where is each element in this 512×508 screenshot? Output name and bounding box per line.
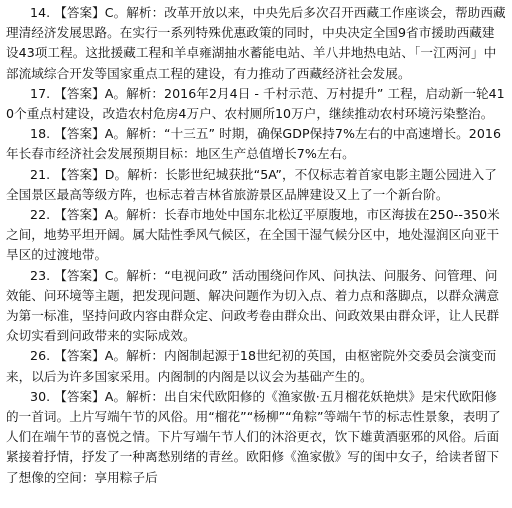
- answer-q21: 21. 【答案】D。解析：长影世纪城获批“5A”，不仅标志着首家电影主题公园进入了全国景区最高等级方阵，也标志着吉林省旅游景区品牌建设又上了一个新台阶。: [6, 166, 497, 202]
- answer-q22: 22. 【答案】A。解析：长春市地处中国东北松辽平原腹地，市区海拔在250--350米之间，地势平坦开阔。属大陆性季风气候区，在全国干湿气候分区中，地处湿润区向亚干旱区的过渡地带。: [6, 207, 500, 263]
- answer-q26: 26. 【答案】A。解析：内阁制起源于18世纪初的英国，由枢密院外交委员会演变而来，以后为许多国家采用。内阁制的内阁是以议会为基础产生的。: [6, 348, 497, 384]
- answer-q14: 14. 【答案】C。解析：改革开放以来，中央先后多次召开西藏工作座谈会，帮助西藏理清经济发展思路。在实行一系列特殊优惠政策的同时，中央决定全国9省市援助西藏建设43项工程。这批援藏工程和羊卓雍湖抽水蓄能电站、羊八井地热电站、「一江两河」中部流域综合开发等国家重点工程的建设，有力推动了西藏经济社会发展。: [6, 5, 506, 81]
- answer-q30: 30. 【答案】A。解析：出自宋代欧阳修的《渔家傲·五月榴花妖艳烘》是宋代欧阳修的一首词。上片写端午节的风俗。用“榴花”“杨柳”“角粽”等端午节的标志性景象，表明了人们在端午节的喜悦之情。下片写端午节人们的沐浴更衣，饮下雄黄酒驱邪的风俗。后面紧接着抒情，抒发了一种离愁别绪的青丝。欧阳修《渔家傲》写的闺中女子，给读者留下了想像的空间：享用粽子后: [6, 388, 501, 485]
- answer-q17: 17. 【答案】A。解析：2016年2月4日 - 千村示范、万村提升” 工程，启动新一轮410个重点村建设，改造农村危房4万户、农村厕所10万户，继续推动农村环境污染整治。: [6, 85, 505, 122]
- answer-q18: 18. 【答案】A。解析：“十三五” 时期，确保GDP保持7%左右的中高速增长。2016年长春市经济社会发展预期目标：地区生产总值增长7%左右。: [6, 126, 502, 162]
- answer-q23: 23. 【答案】C。解析：“电视问政” 活动围绕问作风、问执法、问服务、问管理、问效能、问环境等主题，把发现问题、解决问题作为切入点、着力点和落脚点，以群众满意为第一标准，坚持问政内容由群众定、问政考卷由群众出、问政效果由群众评，让人民群众切实看到问政带来的实际成效。: [6, 267, 500, 344]
